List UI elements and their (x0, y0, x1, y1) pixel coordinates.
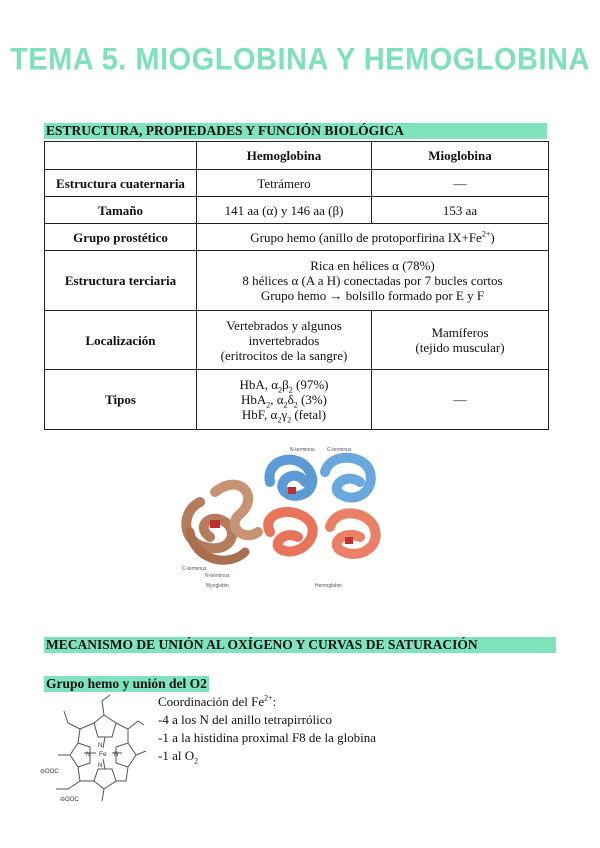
label-hemoglobin: Hemoglobin (315, 583, 342, 589)
table-row (45, 224, 549, 251)
comparison-table (44, 141, 549, 430)
cell-mb: — (372, 370, 549, 430)
fe-label: Fe (99, 751, 107, 758)
location-line: invertebrados (248, 332, 320, 348)
label-n-terminus-hb: N-terminus (290, 447, 315, 453)
myoglobin-model (186, 485, 258, 561)
table-row (45, 170, 549, 197)
coordination-line: -4 a los N del anillo tetrapirrólico (158, 712, 333, 727)
n-label: N (98, 763, 103, 769)
location-line: (eritrocitos de la sangre) (220, 347, 348, 363)
cell-both (197, 224, 549, 251)
location-line: Mamíferos (431, 325, 489, 340)
row-label: Estructura terciaria (45, 251, 197, 311)
subsection-heading-heme: Grupo hemo y unión del O2 (46, 676, 207, 691)
col-header-hemoglobina: Hemoglobina (197, 142, 372, 170)
row-label: Tipos (45, 370, 197, 430)
label-n-terminus-mb: N-terminus (205, 573, 230, 579)
cell-hb: 141 aa (α) y 146 aa (β) (197, 197, 372, 224)
label-c-terminus-mb: C-terminus (182, 566, 207, 572)
section-heading-structure: ESTRUCTURA, PROPIEDADES Y FUNCIÓN BIOLÓGICA (44, 123, 547, 139)
type-line: HbF, $\alpha_2\gamma_2$ (fetal) (241, 407, 327, 425)
label-c-terminus-hb: C-terminus (327, 447, 352, 453)
prosthetic-end: ) (490, 229, 495, 245)
coo-label: ⊖OOC (40, 769, 59, 775)
table-header-row (45, 142, 549, 170)
n-label: N (98, 743, 103, 749)
coordination-line: -1 a la histidina proximal F8 de la globina (158, 730, 377, 745)
tertiary-line: Rica en hélices α (78%) (310, 258, 435, 273)
row-label: Localización (45, 311, 197, 370)
table-row (45, 251, 549, 311)
n-label: N (114, 752, 119, 758)
tertiary-line: Grupo hemo → bolsillo formado por E y F (260, 288, 485, 303)
fe-charge: 2+ (481, 229, 491, 239)
table-row (45, 370, 549, 430)
section-heading-mechanism: MECANISMO DE UNIÓN AL OXÍGENO Y CURVAS DE SATURACIÓN (44, 637, 556, 653)
type-line: HbA, $\alpha_2\beta_2$ (97%) (239, 377, 329, 395)
hemoglobin-model (268, 458, 375, 554)
cell-mb: 153 aa (372, 197, 549, 224)
tertiary-line: 8 hélices α (A a H) conectadas por 7 bucles cortos (242, 273, 503, 288)
coo-label: ⊖OOC (60, 797, 79, 803)
table-row (45, 311, 549, 370)
coordination-text (158, 693, 376, 765)
protein-structure-figure (170, 442, 420, 594)
cell-hb (197, 311, 372, 370)
table-corner-cell (45, 142, 197, 170)
label-myoglobin: Myoglobin (206, 583, 229, 589)
location-line: (tejido muscular) (415, 340, 505, 355)
coordination-line: -1 al $O_2$ (158, 748, 199, 766)
page-title: TEMA 5. MIOGLOBINA Y HEMOGLOBINA (10, 42, 590, 78)
location-line: Vertebrados y algunos (226, 317, 342, 333)
col-header-mioglobina: Mioglobina (372, 142, 549, 170)
table-row (45, 197, 549, 224)
cell-mb (372, 311, 549, 370)
cell-mb: — (372, 170, 549, 197)
heme-structure-diagram (40, 693, 148, 805)
n-label: N (86, 752, 91, 758)
cell-hb: Tetrámero (197, 170, 372, 197)
cell-hb (197, 370, 372, 430)
type-line: HbA$_2$, $\alpha_2\delta_2$ (3%) (241, 392, 327, 410)
coordination-title: Coordinación del $Fe^{2+}$: (158, 693, 277, 709)
row-label: Tamaño (45, 197, 197, 224)
row-label: Estructura cuaternaria (45, 170, 197, 197)
row-label: Grupo prostético (45, 224, 197, 251)
prosthetic-text: Grupo hemo (anillo de protoporfirina IX+Fe (250, 229, 482, 245)
cell-both (197, 251, 549, 311)
